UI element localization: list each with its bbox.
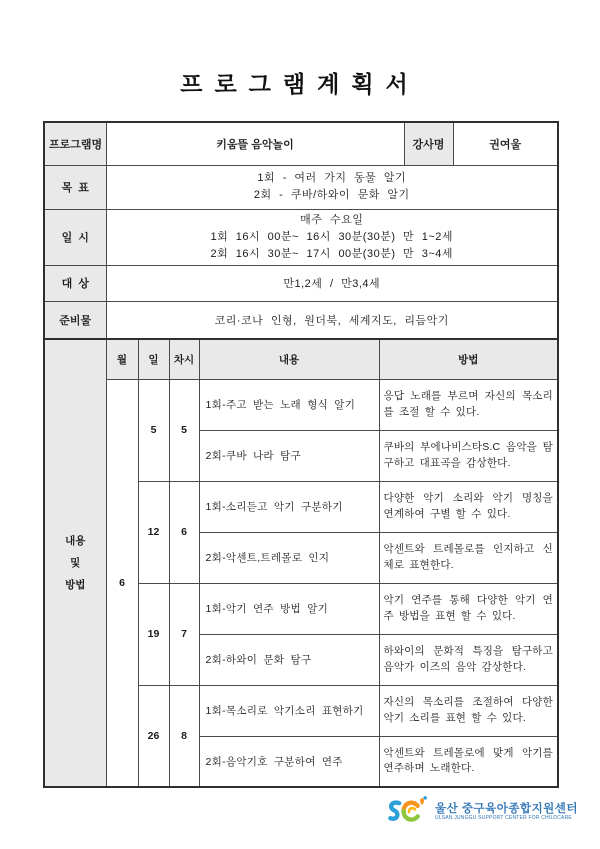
instructor-value: 권여울 xyxy=(453,122,558,165)
org-name-korean: 울산 중구육아종합지원센터 xyxy=(435,802,579,815)
method-cell: 자신의 목소리를 조절하여 다양한 악기 소리를 표현 할 수 있다. xyxy=(379,685,558,736)
plan-table-wrapper xyxy=(43,121,557,788)
method-cell: 악센트와 트레몰로에 맞게 악기를 연주하며 노래한다. xyxy=(379,736,558,787)
materials-value: 코리·코나 인형, 원더북, 세계지도, 리듬악기 xyxy=(106,301,558,339)
day-cell: 5 xyxy=(138,379,169,481)
program-name-value: 키움뜰 음악놀이 xyxy=(106,122,404,165)
schedule-table xyxy=(43,338,559,788)
table-row xyxy=(44,122,558,165)
day-cell: 26 xyxy=(138,685,169,787)
schedule-header-row xyxy=(44,339,558,379)
header-method: 방법 xyxy=(379,339,558,379)
info-table xyxy=(43,121,559,340)
day-cell: 19 xyxy=(138,583,169,685)
page-title: 프로그램계획서 xyxy=(180,71,420,97)
datetime-line-3: 2회 16시 30분~ 17시 00분(30분) 만 3~4세 xyxy=(210,247,454,260)
content-cell: 1회-소리듣고 악기 구분하기 xyxy=(199,481,379,532)
section-label-line-3: 방법 xyxy=(65,579,86,592)
goal-line-1: 1회 - 여러 가지 동물 알기 xyxy=(257,171,407,184)
method-cell: 쿠바의 부에나비스타S.C 음악을 탐구하고 대표곡을 감상한다. xyxy=(379,430,558,481)
target-value: 만1,2세 / 만3,4세 xyxy=(106,265,558,301)
content-cell: 2회-악센트,트레몰로 인지 xyxy=(199,532,379,583)
content-cell: 1회-목소리로 악기소리 표현하기 xyxy=(199,685,379,736)
method-cell: 응답 노래를 부르며 자신의 목소리를 조절 할 수 있다. xyxy=(379,379,558,430)
content-cell: 2회-쿠바 나라 탐구 xyxy=(199,430,379,481)
section-label-line-1: 내용 xyxy=(65,535,86,548)
content-cell: 1회-주고 받는 노래 형식 알기 xyxy=(199,379,379,430)
session-cell: 8 xyxy=(169,685,199,787)
content-cell: 2회-음악기호 구분하여 연주 xyxy=(199,736,379,787)
day-cell: 12 xyxy=(138,481,169,583)
table-row xyxy=(44,209,558,265)
datetime-line-1: 매주 수요일 xyxy=(300,213,364,226)
method-cell: 다양한 악기 소리와 악기 명칭을 연계하여 구별 할 수 있다. xyxy=(379,481,558,532)
header-month: 월 xyxy=(106,339,138,379)
materials-label: 준비물 xyxy=(44,301,106,339)
method-cell: 하와이의 문화적 특징을 탐구하고 음악가 이즈의 음악 감상한다. xyxy=(379,634,558,685)
table-row xyxy=(44,301,558,339)
org-name-english: ULSAN JUNGGU SUPPORT CENTER FOR CHILDCARE xyxy=(435,814,572,821)
org-logo-icon xyxy=(386,794,430,830)
session-cell: 7 xyxy=(169,583,199,685)
datetime-value xyxy=(106,209,558,265)
schedule-row xyxy=(44,379,558,430)
content-cell: 1회-악기 연주 방법 알기 xyxy=(199,583,379,634)
month-cell: 6 xyxy=(106,379,138,787)
method-cell: 악기 연주를 통해 다양한 악기 연주 방법을 표현 할 수 있다. xyxy=(379,583,558,634)
table-row xyxy=(44,265,558,301)
datetime-label: 일 시 xyxy=(44,209,106,265)
content-cell: 2회-하와이 문화 탐구 xyxy=(199,634,379,685)
datetime-line-2: 1회 16시 00분~ 16시 30분(30분) 만 1~2세 xyxy=(210,230,454,243)
table-row xyxy=(44,165,558,209)
header-day: 일 xyxy=(138,339,169,379)
content-method-section-label xyxy=(44,339,106,787)
instructor-label: 강사명 xyxy=(404,122,453,165)
org-name-block xyxy=(435,803,578,822)
target-label: 대 상 xyxy=(44,265,106,301)
goal-label: 목 표 xyxy=(44,165,106,209)
program-name-label: 프로그램명 xyxy=(44,122,106,165)
header-content: 내용 xyxy=(199,339,379,379)
method-cell: 악센트와 트레몰로를 인지하고 신체로 표현한다. xyxy=(379,532,558,583)
goal-value xyxy=(106,165,558,209)
goal-line-2: 2회 - 쿠바/하와이 문화 알기 xyxy=(253,189,410,201)
session-cell: 5 xyxy=(169,379,199,481)
section-label-line-2: 및 xyxy=(70,557,81,570)
footer-org-branding xyxy=(386,794,578,830)
header-session: 차시 xyxy=(169,339,199,379)
session-cell: 6 xyxy=(169,481,199,583)
